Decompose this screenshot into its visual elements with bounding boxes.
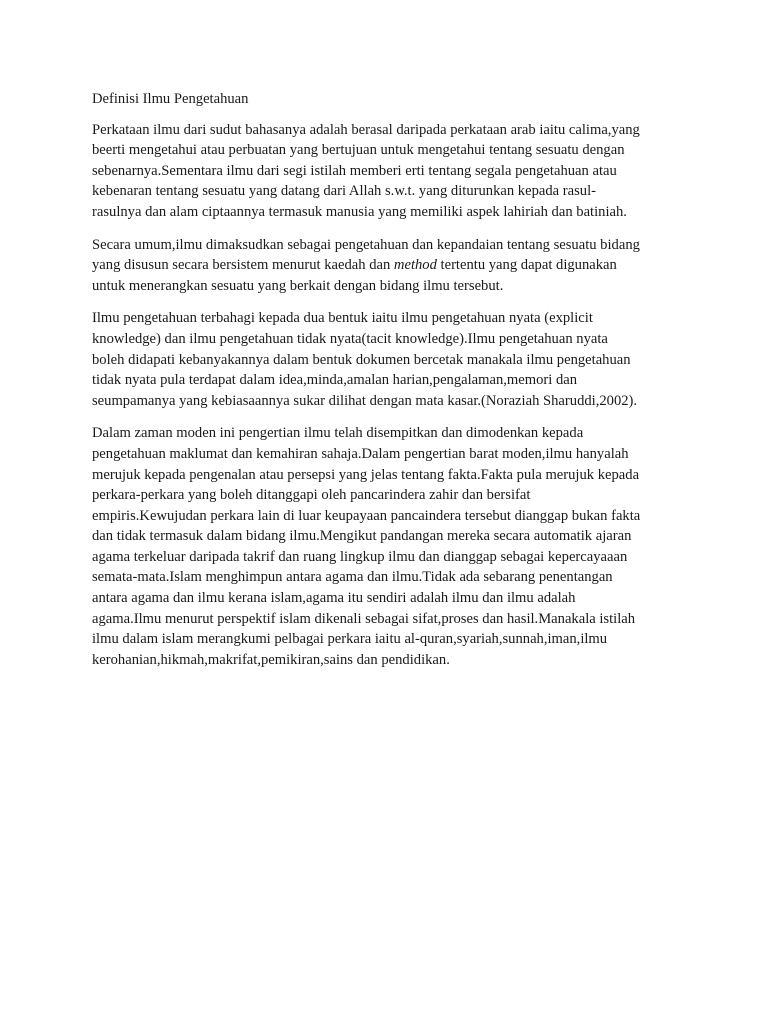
line-text: tertentu yang dapat digunakan xyxy=(436,257,617,274)
paragraph-line: Ilmu pengetahuan terbahagi kepada dua bentuk iaitu ilmu pengetahuan nyata (explicit xyxy=(92,310,593,327)
paragraph-line: ilmu dalam islam merangkumi pelbagai perkara iaitu al-quran,syariah,sunnah,iman,ilmu xyxy=(92,631,608,648)
paragraph-line: empiris.Kewujudan perkara lain di luar keupayaan pancaindera tersebut dianggap bukan fakta xyxy=(92,507,641,524)
paragraph-3 xyxy=(92,308,682,411)
paragraph-line xyxy=(92,255,682,276)
paragraph-line: antara agama dan ilmu kerana islam,agama itu sendiri adalah ilmu dan ilmu adalah xyxy=(92,590,576,607)
paragraph-line: merujuk kepada pengenalan atau persepsi yang jelas tentang fakta.Fakta pula merujuk kepada xyxy=(92,466,640,483)
paragraph-line: agama.Ilmu menurut perspektif islam dikenali sebagai sifat,proses dan hasil.Manakala istilah xyxy=(92,610,636,627)
paragraph-1 xyxy=(92,120,682,223)
paragraph-line: kerohanian,hikmah,makrifat,pemikiran,sains dan pendidikan. xyxy=(92,651,450,668)
paragraph-line: pengetahuan maklumat dan kemahiran sahaja.Dalam pengertian barat moden,ilmu hanyalah xyxy=(92,445,629,462)
paragraph-line: dan tidak termasuk dalam bidang ilmu.Mengikut pandangan mereka secara automatik ajaran xyxy=(92,528,632,545)
italic-term: method xyxy=(393,257,437,274)
paragraph-line: Dalam zaman moden ini pengertian ilmu telah disempitkan dan dimodenkan kepada xyxy=(92,425,584,442)
paragraph-line: seumpamanya yang kebiasaannya sukar dilihat dengan mata kasar.(Noraziah Sharuddi,2002). xyxy=(92,392,638,409)
paragraph-line: beerti mengetahui atau perbuatan yang bertujuan untuk mengetahui tentang sesuatu dengan xyxy=(92,142,625,159)
paragraph-line: untuk menerangkan sesuatu yang berkait dengan bidang ilmu tersebut. xyxy=(92,277,504,294)
paragraph-line: agama terkeluar daripada takrif dan ruang lingkup ilmu dan dianggap sebagai kepercayaaan xyxy=(92,548,628,565)
paragraph-line: knowledge) dan ilmu pengetahuan tidak nyata(tacit knowledge).Ilmu pengetahuan nyata xyxy=(92,330,608,347)
paragraph-line: perkara-perkara yang boleh ditanggapi oleh pancarindera zahir dan bersifat xyxy=(92,487,531,504)
paragraph-line: rasulnya dan alam ciptaannya termasuk manusia yang memiliki aspek lahiriah dan batiniah. xyxy=(92,203,627,220)
document-title: Definisi Ilmu Pengetahuan xyxy=(92,91,249,107)
document-page xyxy=(92,89,682,682)
paragraph-line: semata-mata.Islam menghimpun antara agama dan ilmu.Tidak ada sebarang penentangan xyxy=(92,569,613,586)
paragraph-line: sebenarnya.Sementara ilmu dari segi istilah memberi erti tentang segala pengetahuan atau xyxy=(92,162,617,179)
paragraph-line: kebenaran tentang sesuatu yang datang dari Allah s.w.t. yang diturunkan kepada rasul- xyxy=(92,183,596,200)
paragraph-line: Secara umum,ilmu dimaksudkan sebagai pengetahuan dan kepandaian tentang sesuatu bidang xyxy=(92,236,640,253)
paragraph-2 xyxy=(92,235,682,297)
paragraph-4 xyxy=(92,423,682,670)
line-text: yang disusun secara bersistem menurut kaedah dan xyxy=(92,257,394,274)
paragraph-line: boleh didapati kebanyakannya dalam bentuk dokumen bercetak manakala ilmu pengetahuan xyxy=(92,351,631,368)
paragraph-line: Perkataan ilmu dari sudut bahasanya adalah berasal daripada perkataan arab iaitu calima,yang xyxy=(92,121,640,138)
paragraph-line: tidak nyata pula terdapat dalam idea,minda,amalan harian,pengalaman,memori dan xyxy=(92,372,578,389)
